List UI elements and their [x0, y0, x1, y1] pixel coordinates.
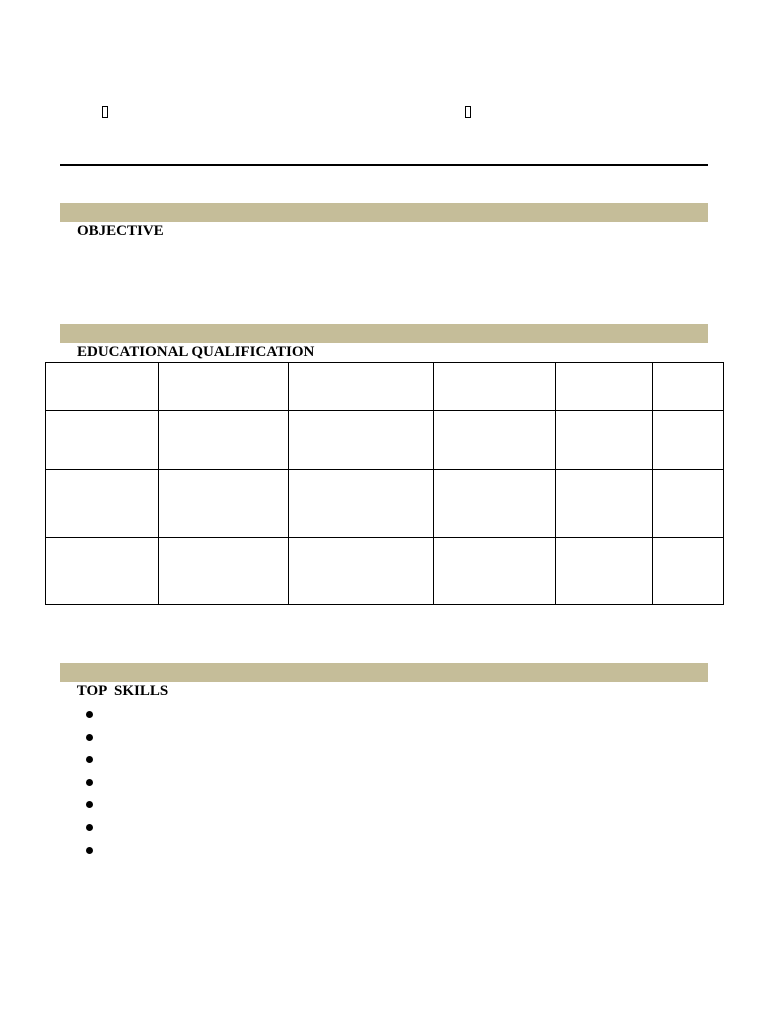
- table-cell: [289, 363, 434, 411]
- table-cell: [289, 537, 434, 604]
- table-cell: [159, 470, 289, 537]
- section-title: EDUCATIONAL QUALIFICATION: [77, 344, 315, 360]
- table-cell: [434, 363, 556, 411]
- bullet-icon: [86, 734, 93, 741]
- bullet-icon: [86, 824, 93, 831]
- bullet-icon: [86, 801, 93, 808]
- table-cell: [653, 537, 724, 604]
- table-cell: [653, 363, 724, 411]
- table-row: [46, 411, 724, 470]
- table-cell: [653, 411, 724, 470]
- education-table: [45, 362, 724, 605]
- table-cell: [159, 537, 289, 604]
- table-cell: [159, 411, 289, 470]
- bullet-icon: [86, 779, 93, 786]
- table-cell: [434, 470, 556, 537]
- table-cell: [434, 537, 556, 604]
- section-title: TOP SKILLS: [76, 683, 169, 699]
- table-cell: [434, 411, 556, 470]
- table-cell: [653, 470, 724, 537]
- table-row: [46, 363, 724, 411]
- table-row: [46, 537, 724, 604]
- table-cell: [556, 363, 653, 411]
- section-header-skills: [60, 663, 708, 699]
- table-cell: [556, 470, 653, 537]
- table-cell: [46, 537, 159, 604]
- section-title: OBJECTIVE: [77, 223, 164, 239]
- missing-glyph-icon: [102, 106, 108, 118]
- missing-glyph-icon: [465, 106, 471, 118]
- header-divider: [60, 164, 708, 166]
- bullet-icon: [86, 847, 93, 854]
- table-cell: [46, 470, 159, 537]
- section-header-education: [60, 324, 708, 360]
- table-cell: [556, 537, 653, 604]
- table-cell: [46, 363, 159, 411]
- bullet-icon: [86, 711, 93, 718]
- section-header-objective: [60, 203, 708, 239]
- table-cell: [289, 470, 434, 537]
- bullet-icon: [86, 756, 93, 763]
- table-cell: [289, 411, 434, 470]
- table-cell: [556, 411, 653, 470]
- table-row: [46, 470, 724, 537]
- table-cell: [159, 363, 289, 411]
- table-cell: [46, 411, 159, 470]
